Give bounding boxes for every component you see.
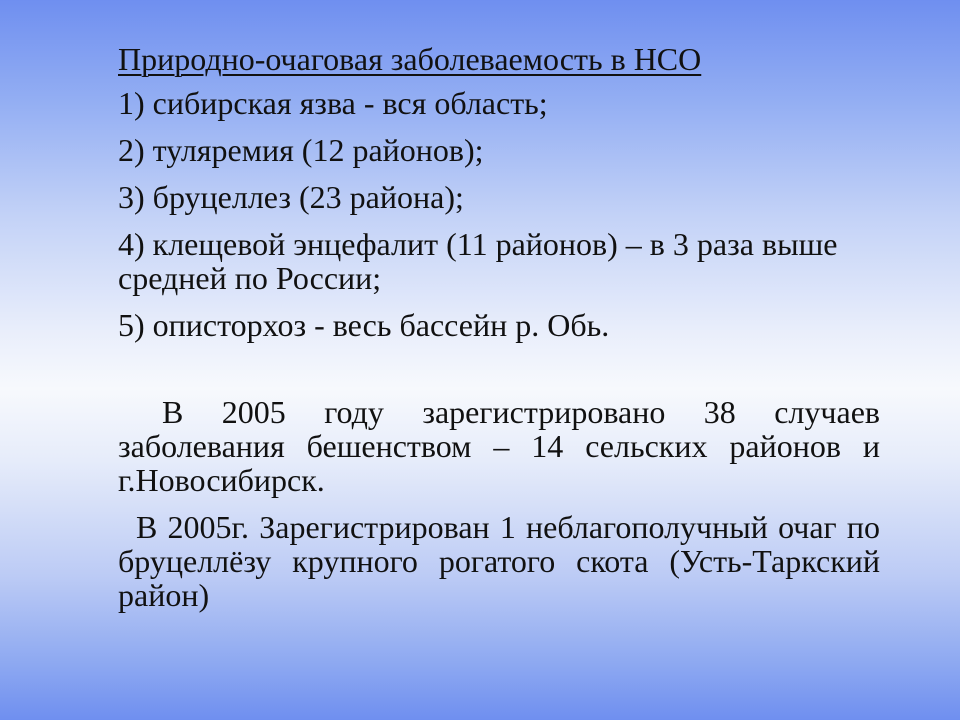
list-item-4: 4) клещевой энцефалит (11 районов) – в 3 раза выше средней по России; <box>118 226 838 296</box>
list-item-3: 3) бруцеллез (23 района); <box>118 179 464 215</box>
paragraph-brucellosis: В 2005г. Зарегистрирован 1 неблагополучный очаг по бруцеллёзу крупного рогатого скота (Усть-Таркский район) <box>118 509 880 613</box>
list-item-2: 2) туляремия (12 районов); <box>118 132 484 168</box>
paragraph-rabies: В 2005 году зарегистрировано 38 случаев заболевания бешенством – 14 сельских районов и г.Новосибирск. <box>118 394 880 498</box>
slide-title: Природно-очаговая заболеваемость в НСО <box>118 41 702 77</box>
list-item-5: 5) описторхоз - весь бассейн р. Обь. <box>118 307 610 343</box>
spacer <box>118 355 880 395</box>
slide-content <box>118 42 880 625</box>
list-item-1: 1) сибирская язва - вся область; <box>118 85 548 121</box>
